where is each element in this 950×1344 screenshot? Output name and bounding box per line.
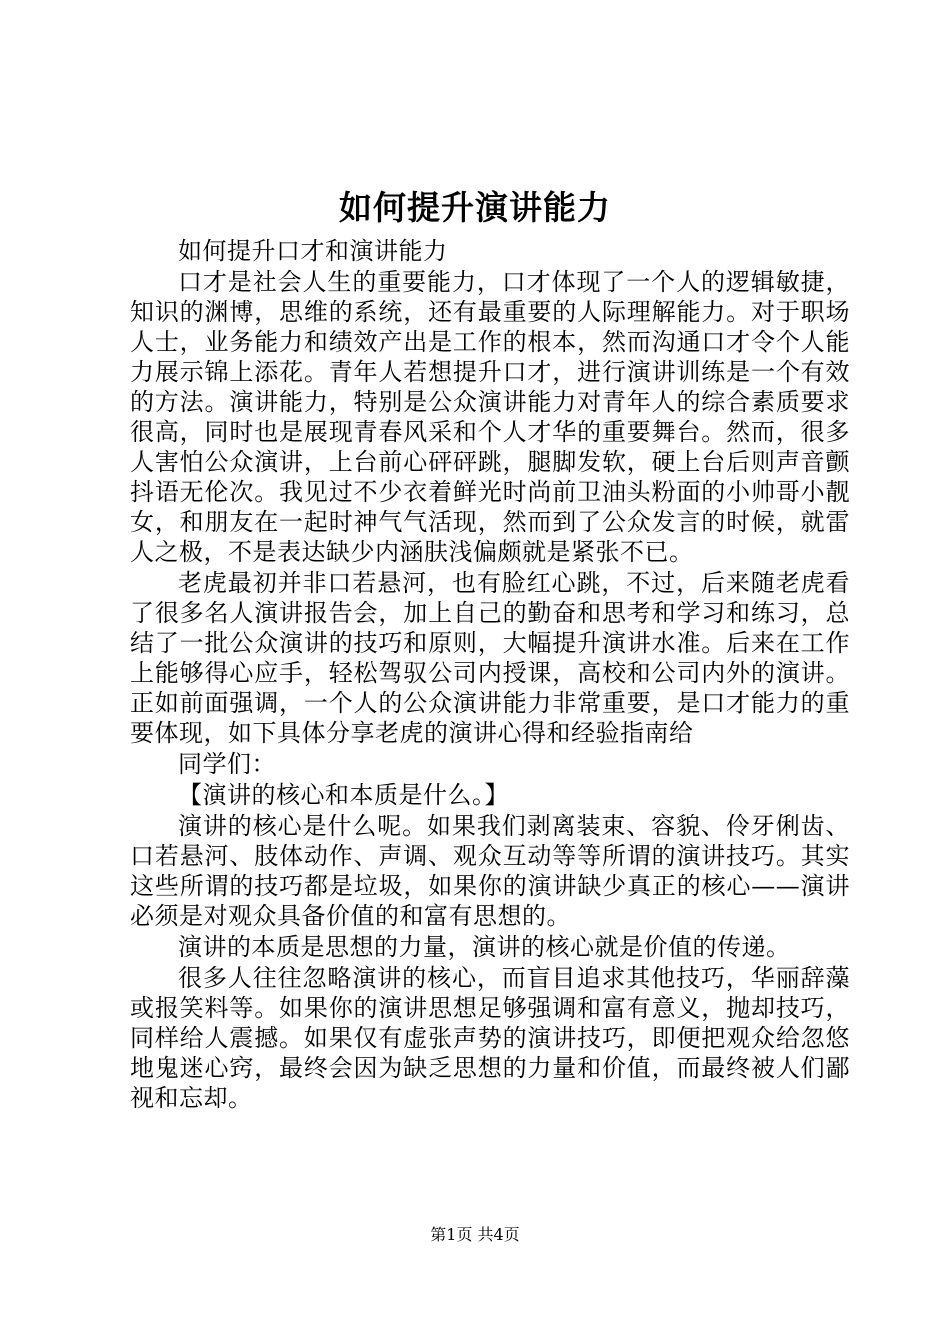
paragraph-essence: 演讲的本质是思想的力量，演讲的核心就是价值的传递。 — [178, 933, 791, 961]
paragraph-subtitle: 如何提升口才和演讲能力 — [178, 237, 448, 265]
document-body — [130, 236, 850, 1114]
paragraph-experience: 老虎最初并非口若悬河，也有脸红心跳，不过，后来随老虎看了很多名人演讲报告会，加上自己的勤奋和思考和学习和练习，总结了一批公众演讲的技巧和原则，大幅提升演讲水准。后来在工作上能够得心应手，轻松驾驭公司内授课，高校和公司内外的演讲。正如前面强调，一个人的公众演讲能力非常重要，是口才能力的重要体现，如下具体分享老虎的演讲心得和经验指南给 — [130, 569, 850, 747]
page-footer: 第1页 共4页 — [430, 1225, 520, 1244]
paragraph-intro: 口才是社会人生的重要能力，口才体现了一个人的逻辑敏捷，知识的渊博，思维的系统，还有最重要的人际理解能力。对于职场人士，业务能力和绩效产出是工作的根本，然而沟通口才令个人能力展示锦上添花。青年人若想提升口才，进行演讲训练是一个有效的方法。演讲能力，特别是公众演讲能力对青年人的综合素质要求很高，同时也是展现青春风采和个人才华的重要舞台。然而，很多人害怕公众演讲，上台前心砰砰跳，腿脚发软，硬上台后则声音颤抖语无伦次。我见过不少衣着鲜光时尚前卫油头粉面的小帅哥小靓女，和朋友在一起时神气气活现，然而到了公众发言的时候，就雷人之极，不是表达缺少内涵肤浅偏颇就是紧张不已。 — [130, 268, 850, 566]
paragraph-ignore-core: 很多人往往忽略演讲的核心，而盲目追求其他技巧，华丽辞藻或报笑料等。如果你的演讲思想足够强调和富有意义，抛却技巧，同样给人震撼。如果仅有虚张声势的演讲技巧，即便把观众给忽悠地鬼迷心窍，最终会因为缺乏思想的力量和价值，而最终被人们鄙视和忘却。 — [130, 964, 850, 1112]
section-heading: 【演讲的核心和本质是什么。】 — [178, 781, 509, 809]
paragraph-core: 演讲的核心是什么呢。如果我们剥离装束、容貌、伶牙俐齿、口若悬河、肢体动作、声调、观众互动等等所谓的演讲技巧。其实这些所谓的技巧都是垃圾，如果你的演讲缺少真正的核心——演讲必须是对观众具备价值的和富有思想的。 — [130, 812, 850, 930]
paragraph-greeting: 同学们： — [178, 750, 276, 778]
document-title: 如何提升演讲能力 — [339, 188, 611, 227]
